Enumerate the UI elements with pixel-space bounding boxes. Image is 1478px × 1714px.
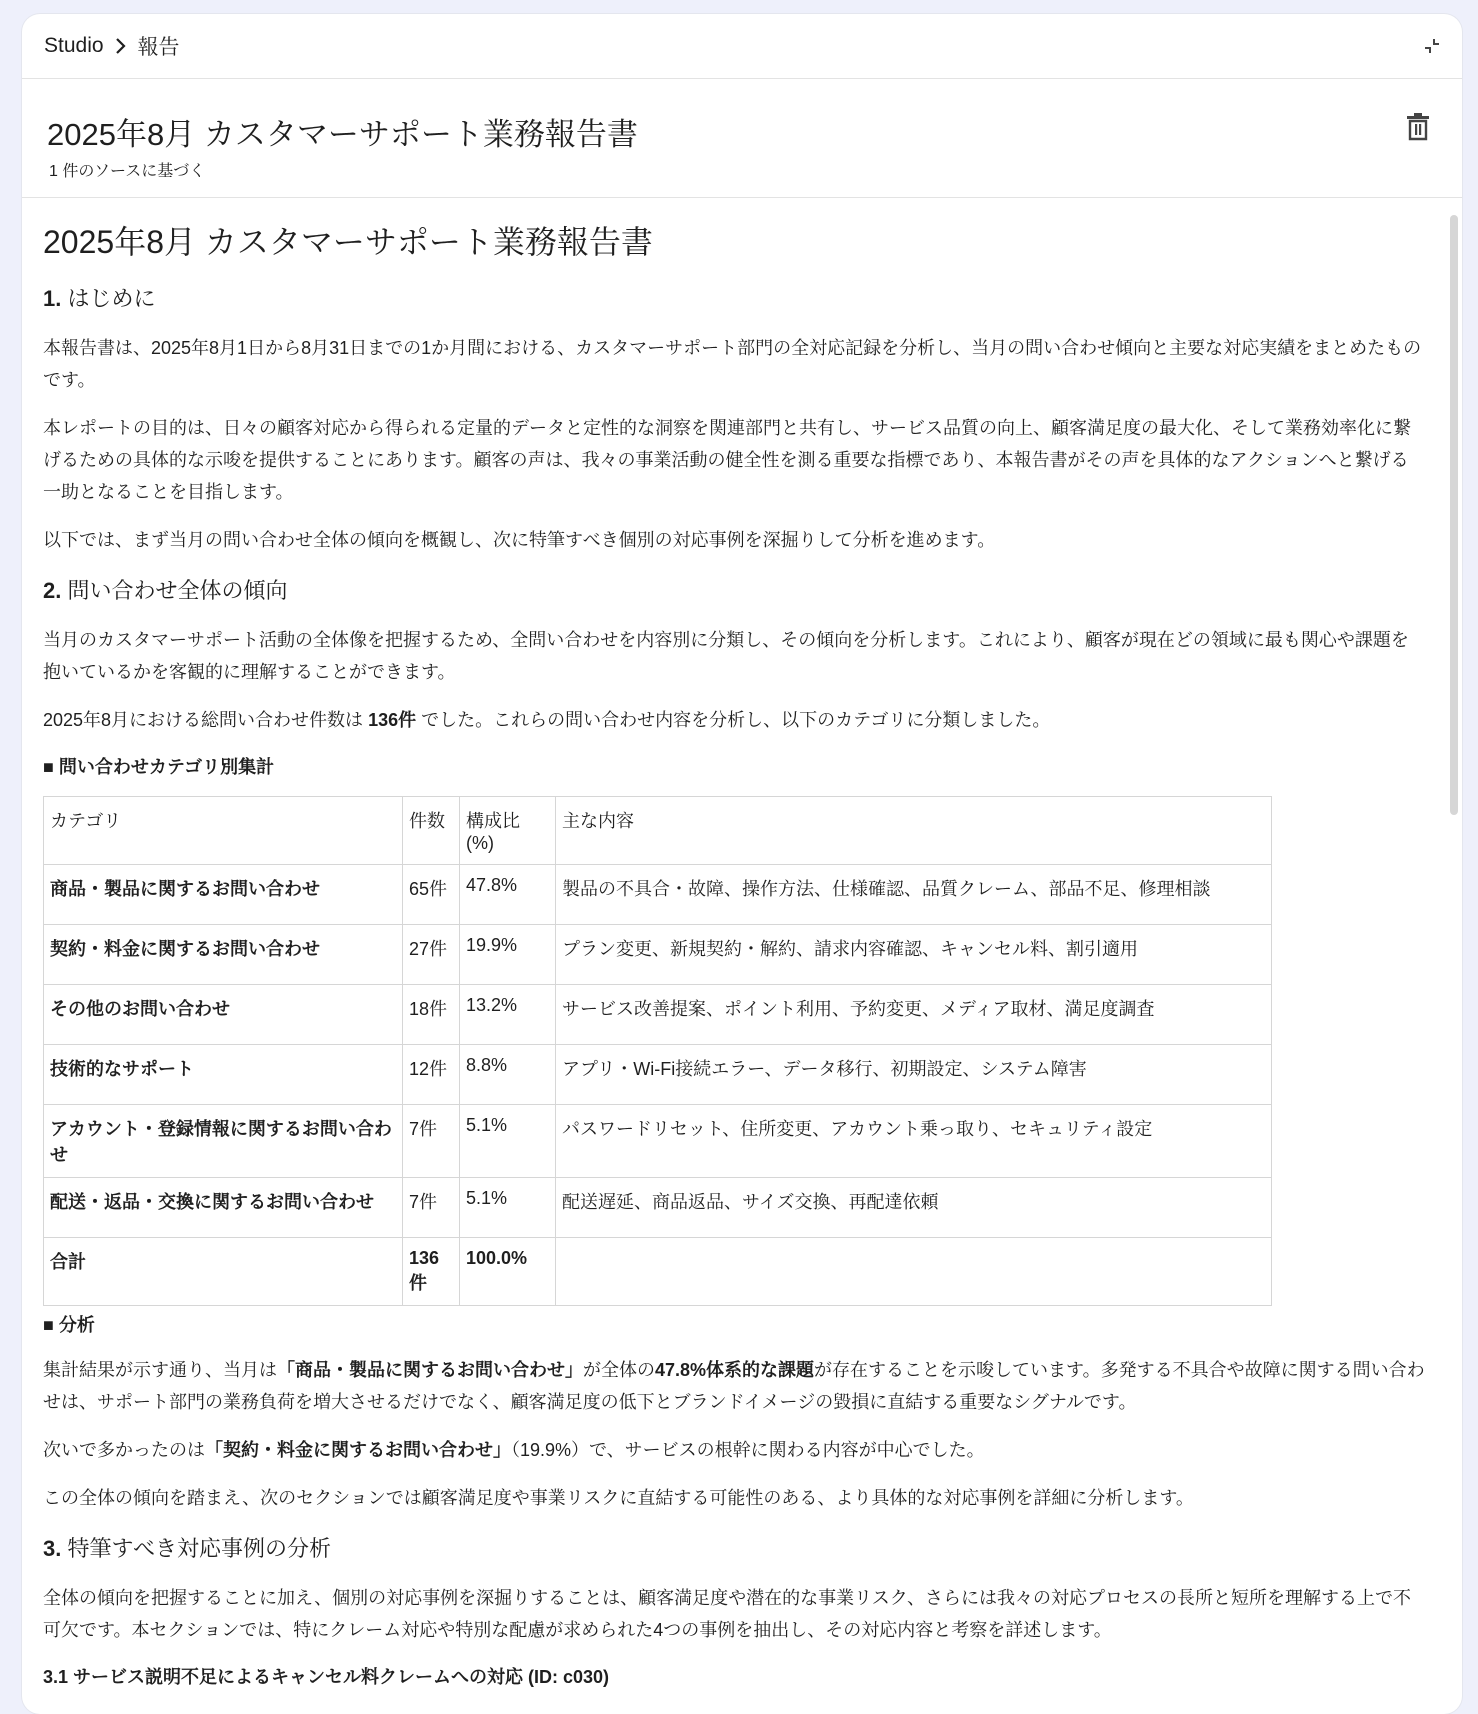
breadcrumb <box>44 31 180 61</box>
chevron-right-icon <box>114 37 128 55</box>
paragraph: 本レポートの目的は、日々の顧客対応から得られる定量的データと定性的な洞察を関連部門と共有し、サービス品質の向上、顧客満足度の最大化、そして業務効率化に繋げるための具体的な示唆を提供することにあります。顧客の声は、我々の事業活動の健全性を測る重要な指標であり、本報告書がその声を具体的なアクションへと繋げる一助となることを目指します。 <box>43 418 1411 502</box>
breadcrumb-current: 報告 <box>137 36 180 59</box>
table-cell: 5.1% <box>460 1105 556 1178</box>
paragraph: 2025年8月における総問い合わせ件数は 136件 でした。これらの問い合わせ内容を分析し、以下のカテゴリに分類しました。 <box>43 710 1051 730</box>
table-header-row <box>44 797 1272 865</box>
report-body <box>22 198 1462 1692</box>
table-cell: 商品・製品に関するお問い合わせ <box>44 865 403 925</box>
table-cell: 18件 <box>403 985 460 1045</box>
table-cell: 7件 <box>403 1105 460 1178</box>
table-cell: プラン変更、新規契約・解約、請求内容確認、キャンセル料、割引適用 <box>556 925 1272 985</box>
table-cell: 7件 <box>403 1178 460 1238</box>
top-bar <box>22 14 1462 79</box>
table-cell: 契約・料金に関するお問い合わせ <box>44 925 403 985</box>
table-row <box>44 925 1272 985</box>
table-cell: アカウント・登録情報に関するお問い合わせ <box>44 1105 403 1178</box>
paragraph: 全体の傾向を把握することに加え、個別の対応事例を深掘りすることは、顧客満足度や潜在的な事業リスク、さらには我々の対応プロセスの長所と短所を理解する上で不可欠です。本セクションでは、特にクレーム対応や特別な配慮が求められた4つの事例を抽出し、その対応内容と考察を詳述します。 <box>43 1588 1411 1640</box>
breadcrumb-studio[interactable]: Studio <box>44 34 104 57</box>
subsection-heading: 3.1 サービス説明不足によるキャンセル料クレームへの対応 (ID: c030) <box>43 1667 610 1687</box>
table-row <box>44 1178 1272 1238</box>
analysis-heading: ■ 分析 <box>43 1315 95 1335</box>
table-cell: パスワードリセット、住所変更、アカウント乗っ取り、セキュリティ設定 <box>556 1105 1272 1178</box>
table-cell: 65件 <box>403 865 460 925</box>
table-cell: 47.8% <box>460 865 556 925</box>
section-heading-2: 2. 問い合わせ全体の傾向 <box>43 578 288 603</box>
table-cell: その他のお問い合わせ <box>44 985 403 1045</box>
table-cell: 配送・返品・交換に関するお問い合わせ <box>44 1178 403 1238</box>
paragraph: 集計結果が示す通り、当月は「商品・製品に関するお問い合わせ」が全体の47.8%体系的な課題が存在することを示唆しています。多発する不具合や故障に関する問い合わせは、サポート部門の業務負荷を増大させるだけでなく、顧客満足度の低下とブランドイメージの毀損に直結する重要なシグナルです。 <box>43 1360 1425 1412</box>
report-header <box>22 79 1462 198</box>
section-heading-3: 3. 特筆すべき対応事例の分析 <box>43 1536 332 1561</box>
table-row <box>44 1105 1272 1178</box>
paragraph: 次いで多かったのは「契約・料金に関するお問い合わせ」（19.9%）で、サービスの根幹に関わる内容が中心でした。 <box>43 1440 985 1460</box>
table-cell: 19.9% <box>460 925 556 985</box>
table-cell: 配送遅延、商品返品、サイズ交換、再配達依頼 <box>556 1178 1272 1238</box>
table-cell: 27件 <box>403 925 460 985</box>
table-cell: 8.8% <box>460 1045 556 1105</box>
table-cell: 100.0% <box>460 1238 556 1306</box>
paragraph: この全体の傾向を踏まえ、次のセクションでは顧客満足度や事業リスクに直結する可能性のある、より具体的な対応事例を詳細に分析します。 <box>43 1488 1194 1508</box>
category-table <box>43 796 1272 1306</box>
table-cell: 合計 <box>44 1238 403 1306</box>
table-cell: 技術的なサポート <box>44 1045 403 1105</box>
report-panel <box>22 14 1462 1714</box>
table-cell: サービス改善提案、ポイント利用、予約変更、メディア取材、満足度調査 <box>556 985 1272 1045</box>
column-header: 主な内容 <box>556 797 1272 865</box>
table-cell <box>556 1238 1272 1306</box>
report-title: 2025年8月 カスタマーサポート業務報告書 <box>47 117 638 152</box>
table-cell: 12件 <box>403 1045 460 1105</box>
table-heading: ■ 問い合わせカテゴリ別集計 <box>43 757 275 777</box>
collapse-icon[interactable] <box>1422 36 1442 56</box>
section-heading-1: 1. はじめに <box>43 286 156 311</box>
table-cell: 製品の不具合・故障、操作方法、仕様確認、品質クレーム、部品不足、修理相談 <box>556 865 1272 925</box>
paragraph: 当月のカスタマーサポート活動の全体像を把握するため、全問い合わせを内容別に分類し、その傾向を分析します。これにより、顧客が現在どの領域に最も関心や課題を抱いているかを客観的に理解することができます。 <box>43 630 1409 682</box>
table-total-row <box>44 1238 1272 1306</box>
paragraph: 本報告書は、2025年8月1日から8月31日までの1か月間における、カスタマーサポート部門の全対応記録を分析し、当月の問い合わせ傾向と主要な対応実績をまとめたものです。 <box>43 338 1422 390</box>
table-row <box>44 1045 1272 1105</box>
table-row <box>44 865 1272 925</box>
source-count: 1 件のソースに基づく <box>49 163 206 180</box>
table-cell: 136件 <box>403 1238 460 1306</box>
doc-title: 2025年8月 カスタマーサポート業務報告書 <box>43 224 653 260</box>
delete-icon[interactable] <box>1406 113 1434 145</box>
table-cell: 5.1% <box>460 1178 556 1238</box>
table-cell: 13.2% <box>460 985 556 1045</box>
column-header: 件数 <box>403 797 460 865</box>
column-header: カテゴリ <box>44 797 403 865</box>
table-cell: アプリ・Wi-Fi接続エラー、データ移行、初期設定、システム障害 <box>556 1045 1272 1105</box>
column-header: 構成比 (%) <box>460 797 556 865</box>
table-row <box>44 985 1272 1045</box>
paragraph: 以下では、まず当月の問い合わせ全体の傾向を概観し、次に特筆すべき個別の対応事例を深掘りして分析を進めます。 <box>43 530 996 550</box>
